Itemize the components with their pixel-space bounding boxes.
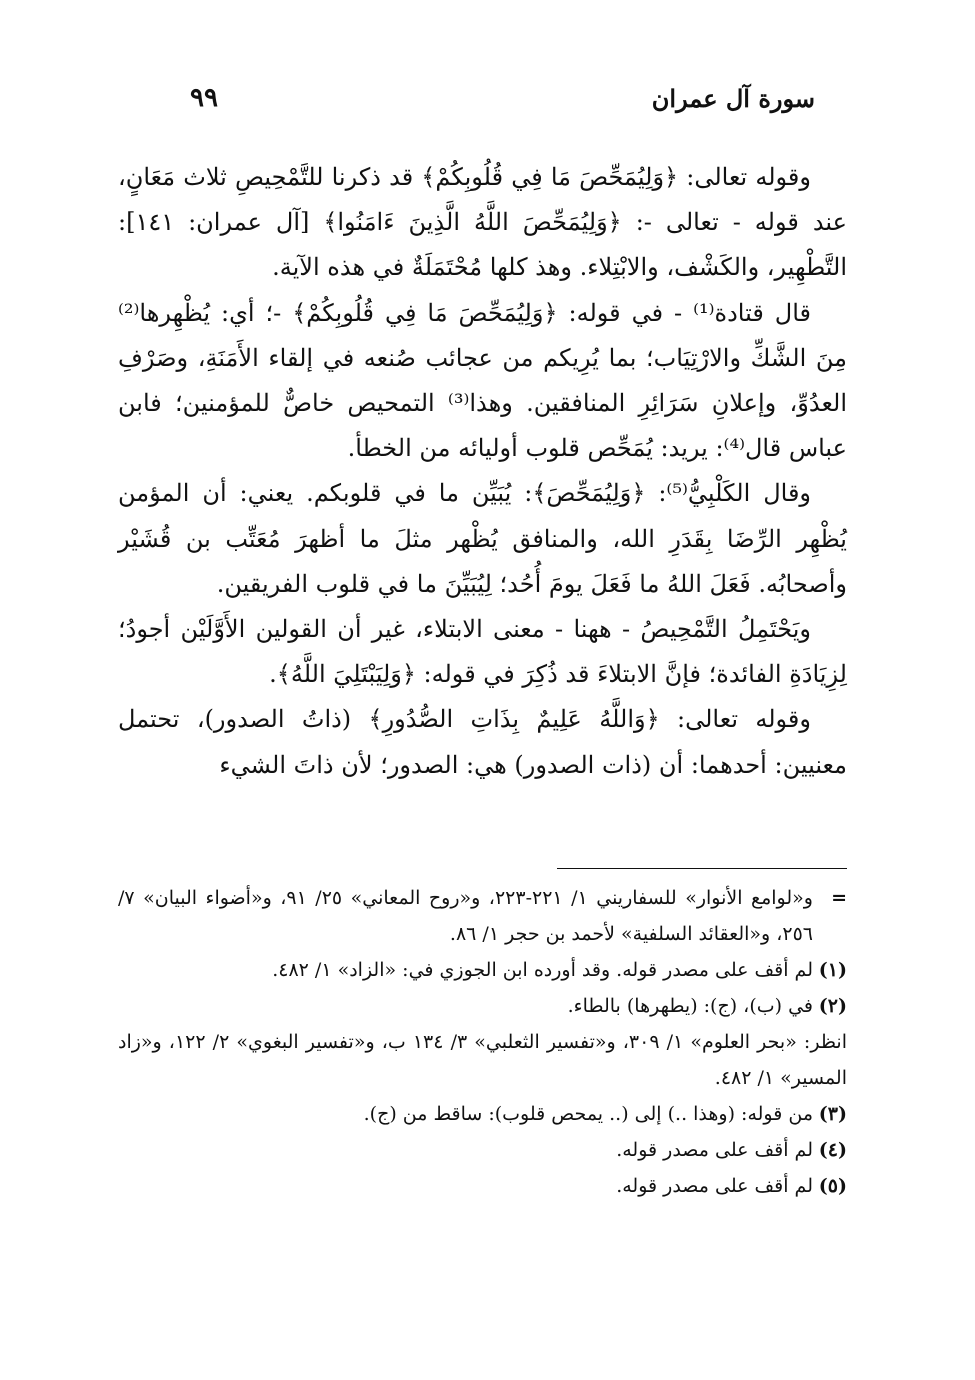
- main-text: [118, 155, 847, 788]
- paragraph-ibtila: ويَحْتَمِلُ التَّمْحِيصُ - ههنا - معنى الابتلاء، غير أن القولين الأَوَّلَيْن أجودُ؛ لِزِيَادَةِ الفائدة؛ فإنَّ الابتلاءَ قد ذُكِرَ في قوله: ﴿وَلِيَبْتَلِيَ اللَّهُ﴾.: [118, 615, 847, 689]
- paragraph-dhat-as-sudur: وقوله تعالى: ﴿وَاللَّهُ عَلِيمٌ بِذَاتِ الصُّدُورِ﴾ (ذاتُ الصدور)، تحتمل معنيين: أحدهما: أن (ذات الصدور) هي: الصدور؛ لأن ذاتَ الشيء: [118, 705, 847, 779]
- footnote-3: [118, 1096, 847, 1132]
- footnote-3-mark: (٣): [818, 1103, 847, 1125]
- footnote-4: [118, 1132, 847, 1168]
- footnote-2-references: انظر: «بحر العلوم» ١/ ٣٠٩، و«تفسير الثعلبي» ٣/ ١٣٤ ب، و«تفسير البغوي» ٢/ ١٢٢، و«زاد المسير» ١/ ٤٨٢.: [118, 1031, 847, 1089]
- paragraph-tamhis-meanings: وقوله تعالى: ﴿وَلِيُمَحِّصَ مَا فِي قُلُوبِكُمْ﴾ قد ذكرنا للتَّمْحِيصِ ثلاث مَعَانٍ، عند قوله - تعالى -: ﴿وَلِيُمَحِّصَ اللَّهُ الَّذِينَ ءَامَنُوا﴾ [آل عمران: ١٤١]: التَّطْهِير، والكَشْف، والابْتِلاء. وهذ كلها مُحْتَمَلَةٌ في هذه الآية.: [118, 163, 847, 282]
- footnote-5-mark: (٥): [818, 1175, 847, 1197]
- page-number: ٩٩: [190, 83, 218, 113]
- footnote-2: [118, 988, 847, 1024]
- footnote-4-text: لم أقف على مصدر قوله.: [616, 1139, 813, 1161]
- surah-title: سورة آل عمران: [651, 83, 815, 113]
- footnote-1: [118, 952, 847, 988]
- footnote-2-mark: (٢): [818, 995, 847, 1017]
- footnotes: [118, 880, 847, 1204]
- footnote-separator: [557, 868, 847, 869]
- footnote-continuation-mark: =: [831, 887, 847, 909]
- footnote-5-text: لم أقف على مصدر قوله.: [616, 1175, 813, 1197]
- paragraph-kalbi: وقال الكَلْبِيُّ⁽⁵⁾: ﴿وَلِيُمَحِّصَ﴾: يُبَيِّن ما في قلوبكم. يعني: أن المؤمن يُظْهِر الرِّضَا بِقَدَرِ الله، والمنافق يُظْهر مثلَ ما أظهرَ مُعَتِّب بن قُشَيْر وأصحابُه. فَعَلَ اللهُ ما فَعَلَ يومَ أُحُد؛ لِيُبَيِّنَ ما في قلوب الفريقين.: [118, 479, 847, 598]
- footnote-2-text: في (ب)، (ج): (يطهرها) بالطاء.: [567, 995, 813, 1017]
- footnote-1-text: لم أقف على مصدر قوله. وقد أورده ابن الجوزي في: «الزاد» ١/ ٤٨٢.: [272, 959, 813, 981]
- footnote-continuation-text: و«لوامع الأنوار» للسفاريني ١/ ٢٢١-٢٢٣، و«روح المعاني» ٢٥/ ٩١، و«أضواء البيان» ٧/ ٢٥٦، و«العقائد السلفية» لأحمد بن حجر ١/ ٨٦.: [118, 887, 813, 945]
- footnote-continuation: [118, 880, 847, 952]
- page-header: [190, 78, 815, 118]
- footnote-4-mark: (٤): [818, 1139, 847, 1161]
- footnote-1-mark: (١): [818, 959, 847, 981]
- footnote-3-text: من قوله: (وهذا ..) إلى (.. يمحص قلوب): ساقط من (ج).: [363, 1103, 813, 1125]
- paragraph-qatada: قال قتادة⁽¹⁾ - في قوله: ﴿وَلِيُمَحِّصَ مَا فِي قُلُوبِكُمْ﴾ -؛ أي: يُظْهِرها⁽²⁾ مِنَ الشَّكِّ والارْتِيَاب؛ بما يُرِيكم من عجائب صُنعه في إلقاء الأَمَنَةِ، وصَرْفِ العدُوِّ، وإعلانِ سَرَائِرِ المنافقين. وهذا⁽³⁾ التمحيص خاصٌّ للمؤمنين؛ فابن عباس قال⁽⁴⁾: يريد: يُمَحِّص قلوب أوليائه من الخطأ.: [118, 298, 848, 463]
- footnote-5: [118, 1168, 847, 1204]
